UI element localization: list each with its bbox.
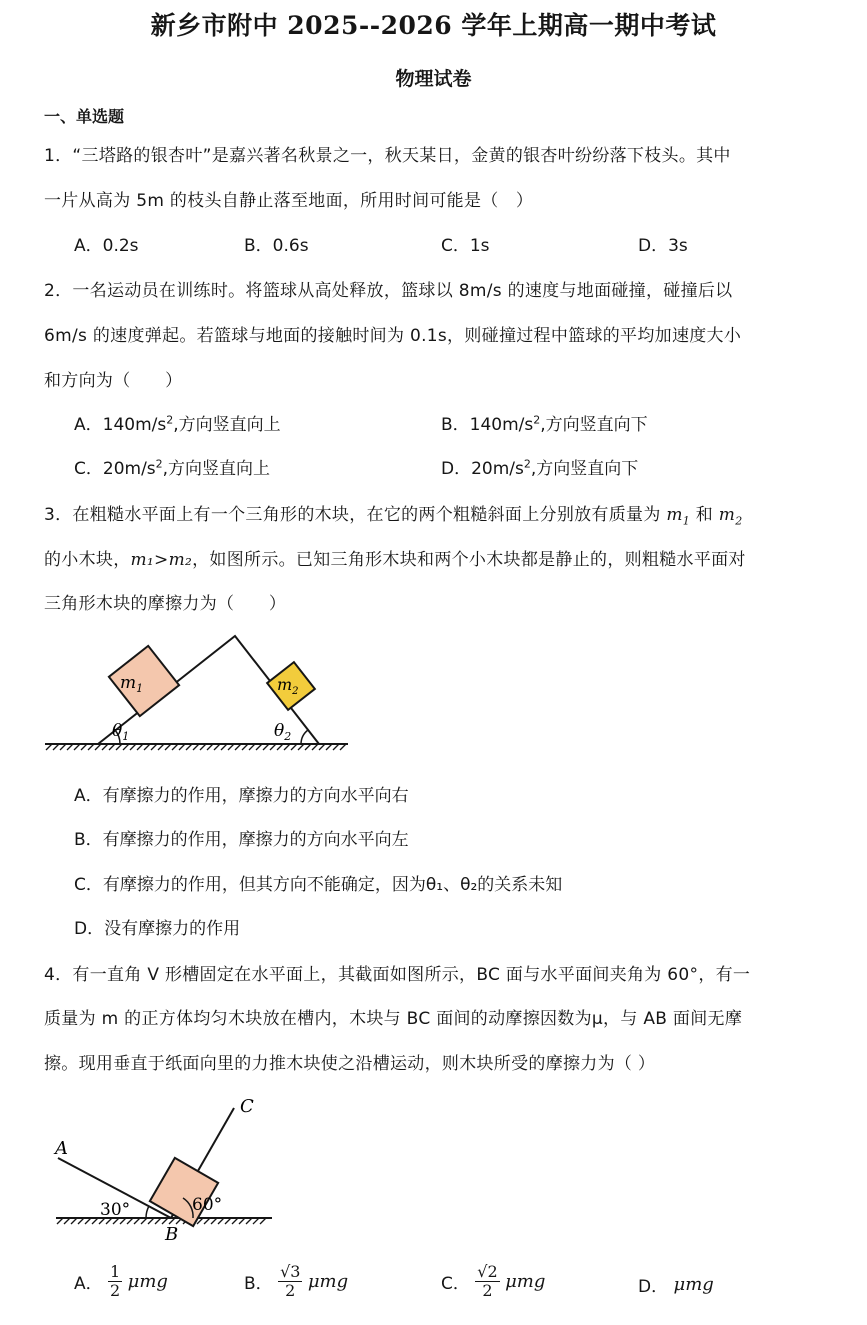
q2-line-3: 和方向为（ ） [44,371,183,391]
q4-option-d[interactable] [638,1272,714,1297]
q4-option-c-label: C． [441,1274,470,1294]
q4-label-c: C [240,1096,254,1117]
q3-line-3: 三角形木块的摩擦力为（ ） [44,594,287,614]
q3-line-2 [44,545,746,570]
q2-option-c-label: C． [74,459,103,479]
exam-subtitle: 物理试卷 [395,68,472,90]
q3-condition: m₁>m₂ [130,550,193,570]
q2-line-1: 2．一名运动员在训练时。将篮球从高处释放，篮球以 8m/s 的速度与地面碰撞，碰撞后以 [44,281,733,301]
q2-option-a-dir: ,方向竖直向上 [173,415,281,435]
q4-option-c-tail: μmg [505,1271,546,1292]
q4-option-c[interactable] [441,1263,545,1300]
q4-option-a-label: A． [74,1274,103,1294]
section-heading: 一、单选题 [44,107,125,126]
q4-option-c-fraction [475,1263,499,1300]
q1-option-c[interactable]: C．1s [441,236,490,256]
q2-option-d-label: D． [441,459,472,479]
q4-option-b-fraction [278,1263,302,1300]
q4-line-2: 质量为 m 的正方体均匀木块放在槽内，木块与 BC 面间的动摩擦因数为μ，与 AB 面间无摩 [44,1009,743,1029]
q2-option-d-value: 20m/s [471,459,524,479]
q1-option-b[interactable]: B．0.6s [244,236,309,256]
q2-option-d-exp: 2 [523,457,531,471]
q4-option-a[interactable] [74,1263,168,1300]
q1-line-2: 一片从高为 5m 的枝头自静止落至地面，所用时间可能是（ ） [44,191,534,211]
q4-angle-arc-left [146,1206,149,1218]
q4-option-a-den: 2 [110,1281,121,1300]
q3-m2-sub: 2 [735,514,743,528]
q3-figure [40,628,360,764]
q4-angle-60: 60° [192,1195,223,1215]
q2-line-2: 6m/s 的速度弹起。若篮球与地面的接触时间为 0.1s，则碰撞过程中篮球的平均加速度大小 [44,326,742,346]
q4-angle-30: 30° [100,1200,131,1220]
q3-option-d[interactable]: D．没有摩擦力的作用 [74,919,241,939]
q4-figure [40,1088,300,1248]
q3-line-2-a: 的小木块， [44,550,131,570]
exam-title: 新乡市附中 2025--2026 学年上期高一期中考试 [150,11,717,40]
q1-line-1: 1．“三塔路的银杏叶”是嘉兴著名秋景之一，秋天某日，金黄的银杏叶纷纷落下枝头。其中 [44,146,731,166]
q2-option-b-label: B． [441,415,470,435]
q3-option-c[interactable]: C．有摩擦力的作用，但其方向不能确定，因为θ₁、θ₂的关系未知 [74,875,563,895]
q2-option-a-exp: 2 [166,413,174,427]
q4-line-3: 擦。现用垂直于纸面向里的力推木块使之沿槽运动，则木块所受的摩擦力为（ ） [44,1054,656,1074]
q4-option-b-label: B． [244,1274,273,1294]
q4-label-b: B [165,1224,179,1245]
q3-m1-symbol: m [666,505,683,525]
q4-cube-block [150,1158,218,1226]
q4-option-a-fraction [108,1263,122,1300]
q1-option-a[interactable]: A．0.2s [74,236,139,256]
q4-option-a-tail: μmg [127,1271,168,1292]
q3-m1-sub: 1 [682,514,691,528]
q2-option-c-exp: 2 [155,457,163,471]
q4-option-d-tail: μmg [673,1274,714,1295]
q3-angle-arc-2 [301,730,308,744]
q1-option-d[interactable]: D．3s [638,236,688,256]
q2-option-c[interactable] [74,454,270,479]
q3-theta-2: $\theta_2$ [274,721,292,743]
q2-option-a-label: A． [74,415,103,435]
q2-option-c-dir: ,方向竖直向上 [162,459,271,479]
q4-option-c-num: √2 [477,1262,498,1281]
q2-option-b-dir: ,方向竖直向下 [540,415,648,435]
q3-line-2-b: ，如图所示。已知三角形木块和两个小木块都是静止的，则粗糙水平面对 [192,550,746,570]
q4-option-b-den: 2 [285,1281,296,1300]
q2-option-b-exp: 2 [533,413,541,427]
q2-option-d-dir: ,方向竖直向下 [530,459,639,479]
q3-option-a[interactable]: A．有摩擦力的作用，摩擦力的方向水平向右 [74,786,409,806]
q2-option-d[interactable] [441,454,638,479]
q2-option-a[interactable] [74,410,281,435]
q3-block-m1-label: $m_1$ [120,673,144,695]
q3-m2-symbol: m [718,505,736,525]
q3-option-b[interactable]: B．有摩擦力的作用，摩擦力的方向水平向左 [74,830,409,850]
q4-option-b-tail: μmg [307,1271,349,1292]
q3-block-m2-label: $m_2$ [277,675,299,697]
q2-option-a-value: 140m/s [102,415,167,435]
q2-option-b[interactable] [441,410,648,435]
q4-option-c-den: 2 [482,1281,493,1300]
q3-and: 和 [690,505,719,525]
q3-line-1 [44,500,743,527]
q4-option-b-num: √3 [280,1262,301,1281]
q4-option-b[interactable] [244,1263,348,1300]
q4-label-a: A [55,1138,68,1159]
q2-option-c-value: 20m/s [102,459,156,479]
q3-line-1-text: 3．在粗糙水平面上有一个三角形的木块，在它的两个粗糙斜面上分别放有质量为 [44,505,667,525]
q4-option-d-label: D． [638,1277,669,1297]
q3-theta-1: $\theta_1$ [112,721,130,743]
q4-line-1: 4．有一直角 V 形槽固定在水平面上，其截面如图所示，BC 面与水平面间夹角为 60°，有一 [44,965,751,985]
q4-option-a-num: 1 [110,1262,121,1281]
q2-option-b-value: 140m/s [469,415,534,435]
